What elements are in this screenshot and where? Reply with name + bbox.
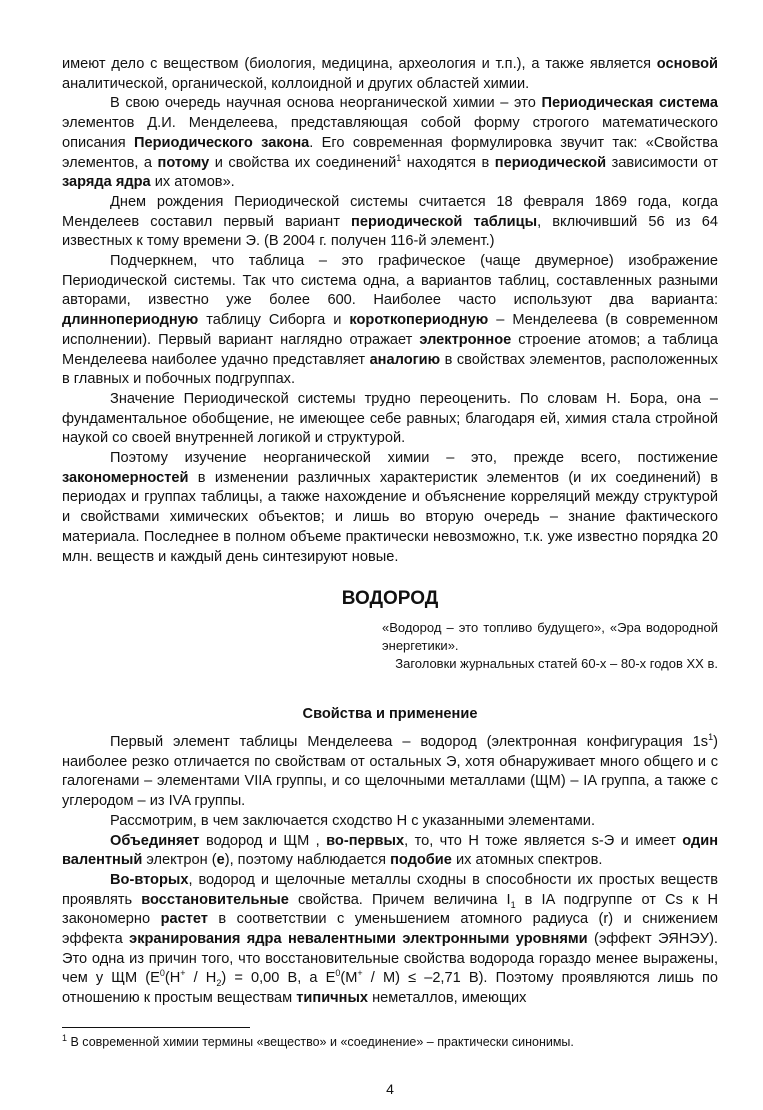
index-text: + xyxy=(357,968,363,979)
text-run: Подчеркнем, что таблица – это графическое (чаще двумерное) изображение Периодической системы. Так что система одна, а вариантов таблиц, составленных разными авторами, известно уже более 600. Наиболее часто используют два варианта: xyxy=(62,253,718,309)
paragraph xyxy=(62,193,718,252)
text-run: находятся в xyxy=(401,154,495,171)
text-run: Первый элемент таблицы Менделеева – водород (электронная конфигурация 1s xyxy=(110,733,709,750)
index-text: 1 xyxy=(708,732,714,743)
text-run: аналитической, органической, коллоидной и других областей химии. xyxy=(62,75,530,92)
text-run: их атомов». xyxy=(150,174,235,191)
text-run: / H xyxy=(185,970,217,987)
paragraph xyxy=(62,733,718,812)
text-run: в IA подгруппе от Cs к Н закономерно xyxy=(62,891,718,928)
paragraph xyxy=(62,390,718,449)
bold-term: электронное xyxy=(419,331,512,348)
text-run: Днем рождения Периодической системы считается 18 февраля 1869 года, когда Менделеев составил первый вариант xyxy=(62,193,718,230)
bold-term: восстановительные xyxy=(141,891,289,908)
text-run: – Менделеева (в современном исполнении). Первый вариант наглядно отражает xyxy=(62,312,718,348)
chapter-title: ВОДОРОД xyxy=(341,588,439,610)
text-run: их атомных спектров. xyxy=(451,852,603,869)
epigraph-source: Заголовки журнальных статей 60-х – 80-х годов XX в. xyxy=(395,656,718,672)
text-run: в соответствии с уменьшением атомного радиуса (r) и снижением эффекта xyxy=(62,911,718,948)
bold-term: е xyxy=(216,852,225,869)
bold-term: периодической таблицы xyxy=(351,213,538,230)
bold-term: закономерностей xyxy=(62,469,189,486)
text-run: (эффект ЭЯНЭУ). Это одна из причин того, что восстановительные свойства водорода гораздо менее выражены, чем у ЩМ (E xyxy=(62,931,718,987)
bold-term: Объединяет xyxy=(110,832,200,849)
bold-term: растет xyxy=(160,911,208,928)
bold-term: Периодическая система xyxy=(541,95,718,112)
text-run: Поэтому изучение неорганической химии – это, прежде всего, постижение xyxy=(110,450,718,467)
bold-term: аналогию xyxy=(369,351,441,368)
index-text: 0 xyxy=(335,968,341,979)
paragraph xyxy=(62,832,718,871)
bold-term: типичных xyxy=(296,990,369,1007)
bold-term: во-первых xyxy=(326,832,405,849)
bold-term: один валентный xyxy=(62,832,719,869)
paragraph xyxy=(62,871,718,1009)
text-run: , включивший 56 из 64 известных к тому времени Э. (В 2004 г. получен 116-й элемент.) xyxy=(62,213,718,250)
footnote-mark: 1 xyxy=(62,1032,68,1043)
paragraph xyxy=(62,252,718,390)
bold-term: длиннопериодную xyxy=(62,312,199,329)
bold-term: Во-вторых xyxy=(110,871,189,888)
text-run: , водород и щелочные металлы сходны в способности их простых веществ проявлять xyxy=(62,871,718,908)
bold-term: короткопериодную xyxy=(349,312,489,329)
paragraph xyxy=(62,55,718,94)
text-run: и свойства их соединений xyxy=(209,154,397,171)
intro-text xyxy=(62,55,718,567)
paragraph xyxy=(62,449,718,567)
text-run: свойства. Причем величина I xyxy=(288,891,511,908)
text-run: ) наиболее резко отличается по свойствам от остальных Э, хотя обнаруживает много общего и с галогенами – элементами VIIA группы, и со щелочными металлами (ЩМ) – IA группа, а также с углеродом – из IVA группы. xyxy=(62,733,718,810)
index-text: 1 xyxy=(510,899,516,910)
footnote xyxy=(62,1034,718,1050)
footnote-text: В современной химии термины «вещество» и «соединение» – практически синонимы. xyxy=(67,1034,574,1049)
footnote-divider xyxy=(62,1027,250,1028)
text-run: в свойствах элементов, расположенных в главных и побочных подгруппах. xyxy=(62,351,718,388)
text-run: таблицу Сиборга и xyxy=(198,312,350,329)
page-body xyxy=(62,0,718,1110)
index-text: + xyxy=(180,968,186,979)
text-run: ), поэтому наблюдается xyxy=(224,852,391,869)
text-run: электрон ( xyxy=(142,852,217,869)
text-run: Рассмотрим, в чем заключается сходство Н с указанными элементами. xyxy=(110,812,595,829)
page-number: 4 xyxy=(386,1080,394,1097)
bold-term: основой xyxy=(656,56,718,72)
text-run: (H xyxy=(164,970,181,987)
text-run: имеют дело с веществом (биология, медицина, археология и т.п.), а также является xyxy=(62,56,657,72)
bold-term: подобие xyxy=(390,852,452,869)
bold-term: периодической xyxy=(494,154,607,171)
text-run: . Его современная формулировка звучит так: «Свойства элементов, а xyxy=(62,134,718,171)
bold-term: потому xyxy=(157,154,210,171)
text-run: водород и ЩМ , xyxy=(199,832,327,849)
text-run: строение атомов; а таблица Менделеева наиболее удачно представляет xyxy=(62,331,718,368)
text-run: ) = 0,00 В, а E xyxy=(221,970,336,987)
section-title: Свойства и применение xyxy=(302,706,478,723)
index-text: 1 xyxy=(396,152,402,163)
bold-term: экранирования ядра невалентными электронными уровнями xyxy=(129,931,588,948)
index-text: 0 xyxy=(159,968,165,979)
bold-term: заряда ядра xyxy=(62,174,151,191)
text-run: / M) ≤ –2,71 В). Поэтому проявляются лишь по отношению к простым веществам xyxy=(62,970,719,1007)
index-text: 2 xyxy=(216,978,222,989)
text-run: неметаллов, имеющих xyxy=(368,990,527,1007)
text-run: (M xyxy=(340,970,358,987)
text-run: зависимости от xyxy=(606,154,718,171)
text-run: в изменении различных характеристик элементов (и их соединений) в периодах и группах таблицы, а также нахождение и объяснение корреляций между структурой и свойствами химических объектов; и лишь во вторую очередь – знание фактического материала. Последнее в полном объеме практически невозможно, т.к. уже известно порядка 20 млн. веществ и каждый день синтезируют новые. xyxy=(62,469,718,565)
section-text xyxy=(62,733,718,1009)
epigraph-text: «Водород – это топливо будущего», «Эра водородной энергетики». xyxy=(382,620,718,654)
paragraph xyxy=(62,94,718,193)
epigraph xyxy=(62,619,718,673)
text-run: Значение Периодической системы трудно переоценить. По словам Н. Бора, она – фундаментальное обобщение, не имеющее себе равных; благодаря ей, химия стала стройной наукой со своей внутренней логикой и структурой. xyxy=(62,390,718,447)
bold-term: Периодического закона xyxy=(134,134,310,151)
text-run: , то, что Н тоже является s-Э и имеет xyxy=(404,832,683,849)
text-run: В свою очередь научная основа неорганической химии – это xyxy=(110,95,542,112)
paragraph xyxy=(62,812,718,832)
text-run: элементов Д.И. Менделеева, представляющая собой форму строгого математического описания xyxy=(62,115,718,151)
